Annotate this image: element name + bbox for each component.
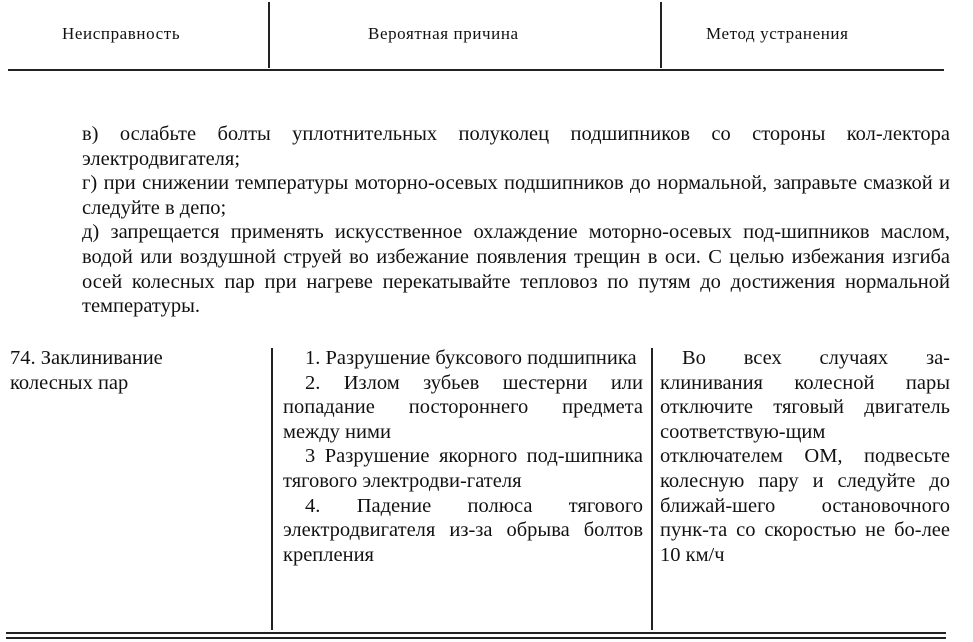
- item-g: г) при снижении температуры моторно-осевых подшипников до нормальной, заправьте смазкой и следуйте в депо;: [82, 172, 950, 219]
- item-v: в) ослабьте болты уплотнительных полуколец подшипников со стороны кол-лектора электродвигателя;: [82, 123, 950, 170]
- row-divider-2: [651, 348, 653, 630]
- continuation-text: [82, 122, 950, 319]
- fault-line-2: колесных пар: [10, 371, 129, 394]
- row-divider-1: [271, 348, 273, 630]
- fault-cell: [10, 346, 260, 395]
- bottom-rule-1: [6, 632, 946, 634]
- cause-3: 3 Разрушение якорного под-шипника тягового электродви-гателя: [283, 445, 643, 492]
- fault-line-1: 74. Заклинивание: [10, 347, 163, 369]
- remedy-cell: [660, 346, 950, 567]
- header-fault: Неисправность: [62, 24, 181, 43]
- remedy-text: Во всех случаях за-клинивания колесной пары отключите тяговый двигатель соответствую-щим отключателем ОМ, подвесьте колесную пару и следуйте до ближай-шего остановочного пунк-та со скоростью не бо-лее 10 км/ч: [660, 347, 950, 566]
- header-rule: [8, 69, 944, 71]
- cause-2: 2. Излом зубьев шестерни или попадание постороннего предмета между ними: [283, 371, 643, 443]
- header-divider-1: [268, 2, 270, 68]
- cause-1: 1. Разрушение буксового подшипника: [305, 347, 637, 369]
- cause-4: 4. Падение полюса тягового электродвигателя из-за обрыва болтов крепления: [283, 494, 643, 566]
- header-cause: Вероятная причина: [368, 24, 519, 43]
- table-header: [0, 0, 973, 70]
- item-d: д) запрещается применять искусственное охлаждение моторно-осевых под-шипников маслом, водой или воздушной струей во избежание появления трещин в оси. С целью избежания изгиба осей колесных пар при нагреве перекатывайте тепловоз по путям до достижения нормальной температуры.: [82, 221, 950, 318]
- cause-cell: [283, 346, 643, 567]
- header-divider-2: [660, 2, 662, 68]
- header-remedy: Метод устранения: [706, 24, 849, 43]
- bottom-rule-2: [6, 637, 946, 639]
